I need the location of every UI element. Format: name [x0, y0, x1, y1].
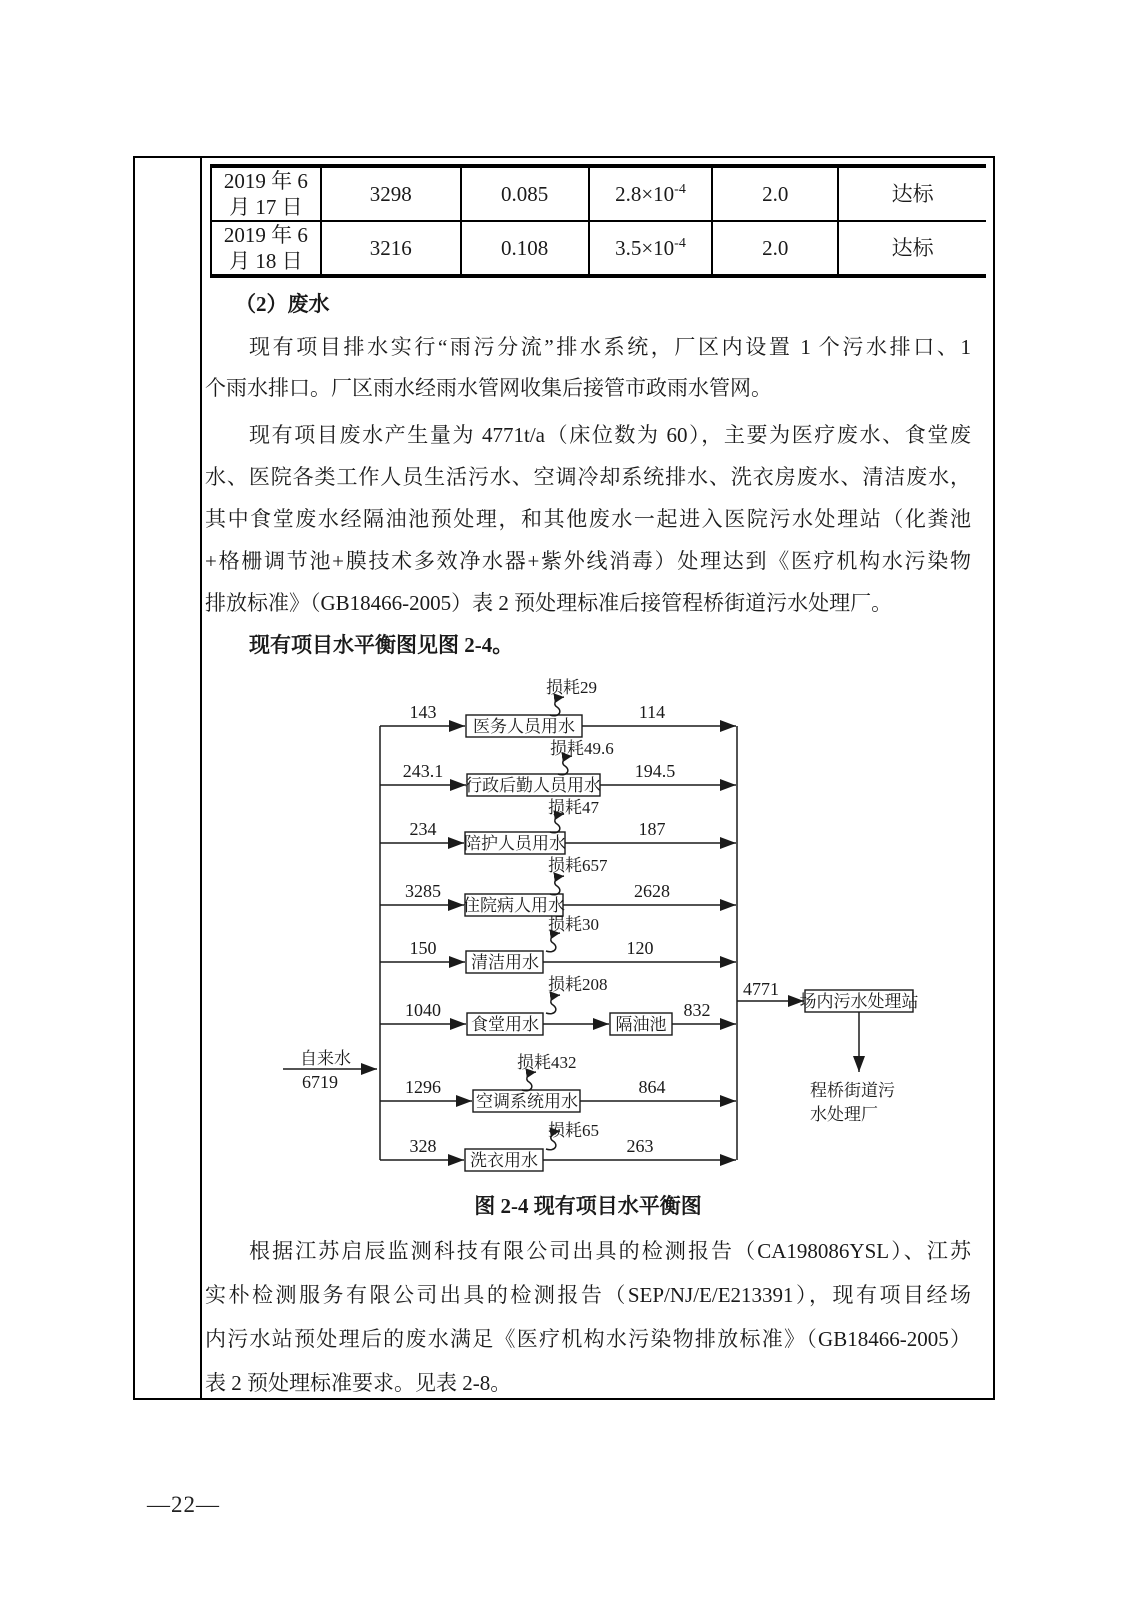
- cell-flow: 3298: [321, 166, 461, 221]
- paragraph-line: 其中食堂废水经隔油池预处理，和其他废水一起进入医院污水处理站（化粪池: [205, 507, 971, 531]
- svg-text:自来水: 自来水: [300, 1049, 351, 1068]
- figure-caption: 图 2-4 现有项目水平衡图: [474, 1194, 702, 1218]
- paragraph-line: 水、医院各类工作人员生活污水、空调冷却系统排水、洗衣房废水、清洁废水，: [205, 465, 971, 489]
- paragraph-line: 个雨水排口。厂区雨水经雨水管网收集后接管市政雨水管网。: [205, 376, 772, 400]
- svg-text:损耗30: 损耗30: [548, 915, 599, 934]
- svg-text:6719: 6719: [302, 1072, 338, 1092]
- figure-reference: 现有项目水平衡图见图 2-4。: [249, 633, 514, 657]
- paragraph-line: 现有项目废水产生量为 4771t/a（床位数为 60），主要为医疗废水、食堂废: [249, 423, 971, 447]
- paragraph-line: 实朴检测服务有限公司出具的检测报告（SEP/NJ/E/E213391），现有项目经场: [205, 1283, 971, 1307]
- svg-text:832: 832: [683, 1000, 711, 1020]
- flow-row: [380, 1121, 736, 1171]
- svg-text:洗衣用水: 洗衣用水: [470, 1151, 538, 1170]
- svg-text:损耗49.6: 损耗49.6: [550, 739, 614, 758]
- svg-text:3285: 3285: [405, 881, 441, 901]
- table-row: [211, 221, 986, 276]
- svg-text:清洁用水: 清洁用水: [471, 953, 539, 972]
- svg-text:隔油池: 隔油池: [615, 1015, 667, 1034]
- paragraph-line: 表 2 预处理标准要求。见表 2-8。: [205, 1371, 512, 1395]
- flow-row: [380, 798, 736, 854]
- svg-text:空调系统用水: 空调系统用水: [476, 1092, 578, 1111]
- svg-text:864: 864: [638, 1077, 666, 1097]
- page-number: —22—: [147, 1492, 220, 1517]
- table-row: [211, 166, 986, 221]
- svg-text:1296: 1296: [405, 1077, 441, 1097]
- svg-text:187: 187: [638, 819, 666, 839]
- svg-text:1040: 1040: [405, 1000, 441, 1020]
- svg-text:场内污水处理站: 场内污水处理站: [799, 992, 919, 1011]
- water-balance-diagram: [200, 655, 995, 1190]
- svg-text:2628: 2628: [634, 881, 670, 901]
- svg-text:陪护人员用水: 陪护人员用水: [464, 834, 566, 853]
- paragraph-line: 现有项目排水实行“雨污分流”排水系统，厂区内设置 1 个污水排口、1: [249, 335, 971, 359]
- flow-row: [380, 856, 736, 916]
- cell-conc: 0.108: [461, 221, 589, 276]
- treatment-station-node: [737, 979, 919, 1124]
- svg-text:114: 114: [638, 702, 666, 722]
- paragraph-line: 排放标准》（GB18466-2005）表 2 预处理标准后接管程桥街道污水处理厂。: [205, 591, 893, 615]
- cell-sci: $3.5\times 10^{-4}$: [589, 221, 713, 276]
- svg-text:损耗657: 损耗657: [548, 856, 608, 875]
- flow-row: [380, 1053, 736, 1112]
- paragraph-line: +格栅调节池+膜技术多效净水器+紫外线消毒）处理达到《医疗机构水污染物: [205, 549, 971, 573]
- source-node: [283, 1049, 377, 1092]
- svg-text:143: 143: [409, 702, 437, 722]
- svg-text:194.5: 194.5: [634, 761, 676, 781]
- svg-text:程桥街道污: 程桥街道污: [810, 1081, 895, 1100]
- flow-row: [380, 915, 736, 973]
- svg-text:损耗47: 损耗47: [548, 798, 599, 817]
- flow-row: [380, 739, 736, 796]
- svg-text:损耗29: 损耗29: [546, 678, 597, 697]
- svg-text:234: 234: [409, 819, 437, 839]
- svg-text:120: 120: [626, 938, 654, 958]
- svg-text:医务人员用水: 医务人员用水: [473, 717, 575, 736]
- svg-text:损耗208: 损耗208: [548, 975, 608, 994]
- monitoring-table: [210, 164, 986, 278]
- svg-text:4771: 4771: [743, 979, 779, 999]
- svg-text:328: 328: [409, 1136, 437, 1156]
- svg-text:水处理厂: 水处理厂: [810, 1105, 878, 1124]
- svg-text:食堂用水: 食堂用水: [471, 1015, 539, 1034]
- svg-text:263: 263: [626, 1136, 654, 1156]
- paragraph-line: 根据江苏启辰监测科技有限公司出具的检测报告（CA198086YSL）、江苏: [249, 1239, 971, 1263]
- cell-flow: 3216: [321, 221, 461, 276]
- flow-row: [380, 975, 736, 1035]
- cell-status: 达标: [891, 236, 934, 260]
- cell-val: 2.0: [712, 166, 838, 221]
- svg-text:行政后勤人员用水: 行政后勤人员用水: [465, 776, 601, 795]
- cell-conc: 0.085: [461, 166, 589, 221]
- cell-val: 2.0: [712, 221, 838, 276]
- svg-text:住院病人用水: 住院病人用水: [463, 896, 565, 915]
- cell-status: 达标: [838, 166, 986, 221]
- svg-text:损耗65: 损耗65: [548, 1121, 599, 1140]
- cell-date: 2019 年 6 月 18 日: [211, 221, 321, 276]
- svg-text:243.1: 243.1: [402, 761, 444, 781]
- paragraph-line: 内污水站预处理后的废水满足《医疗机构水污染物排放标准》（GB18466-2005）: [205, 1327, 971, 1351]
- section-heading: （2）废水: [235, 292, 330, 316]
- flow-row: [380, 678, 736, 737]
- svg-text:150: 150: [409, 938, 437, 958]
- cell-sci: $2.8\times 10^{-4}$: [589, 166, 713, 221]
- cell-date: 2019 年 6 月 17 日: [211, 166, 321, 221]
- svg-text:损耗432: 损耗432: [517, 1053, 577, 1072]
